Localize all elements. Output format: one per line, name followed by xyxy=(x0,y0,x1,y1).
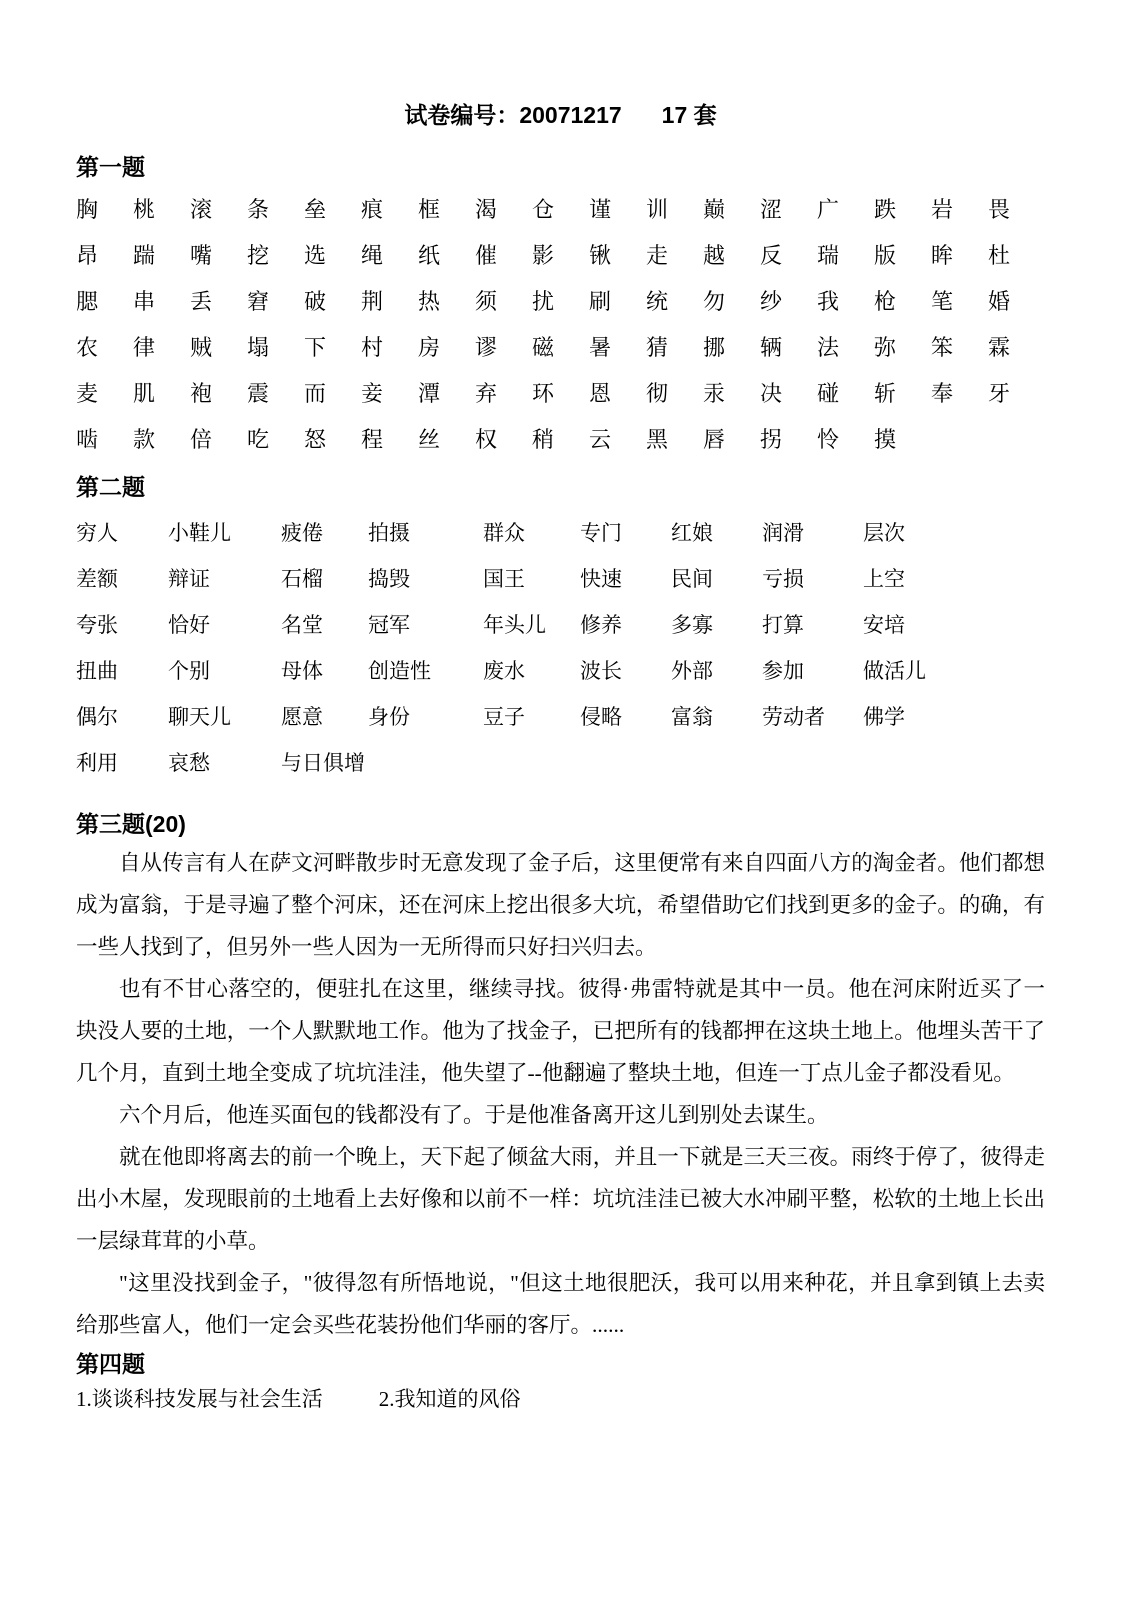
character-item: 暑 xyxy=(589,334,612,360)
character-item: 丝 xyxy=(418,426,441,452)
passage-paragraph: 六个月后，他连买面包的钱都没有了。于是他准备离开这儿到别处去谋生。 xyxy=(119,1103,829,1127)
word-item: 拍摄 xyxy=(368,521,410,545)
character-item: 走 xyxy=(646,242,669,268)
word-item: 红娘 xyxy=(671,521,713,545)
word-row xyxy=(76,647,1045,693)
character-item: 串 xyxy=(133,288,156,314)
character-item: 农 xyxy=(76,334,99,360)
word-item: 亏损 xyxy=(762,567,804,591)
character-item: 奉 xyxy=(931,380,954,406)
character-item: 稍 xyxy=(532,426,555,452)
word-item: 层次 xyxy=(863,521,905,545)
word-item: 名堂 xyxy=(281,613,323,637)
character-item: 广 xyxy=(817,196,840,222)
word-row xyxy=(76,693,1045,739)
character-item: 窘 xyxy=(247,288,270,314)
word-item: 润滑 xyxy=(762,521,804,545)
character-item: 斩 xyxy=(874,380,897,406)
character-row xyxy=(76,231,1045,277)
word-item: 佛学 xyxy=(863,705,905,729)
character-item: 辆 xyxy=(760,334,783,360)
character-item: 荆 xyxy=(361,288,384,314)
character-item: 垒 xyxy=(304,196,327,222)
section-2-heading: 第二题 xyxy=(76,474,145,500)
character-item: 瑞 xyxy=(817,242,840,268)
character-item: 破 xyxy=(304,288,327,314)
character-item: 条 xyxy=(247,196,270,222)
character-item: 汞 xyxy=(703,380,726,406)
character-item: 弃 xyxy=(475,380,498,406)
character-item: 村 xyxy=(361,334,384,360)
character-item: 牙 xyxy=(988,380,1011,406)
word-item: 个别 xyxy=(168,659,210,683)
word-grid xyxy=(76,509,1045,785)
section-3-heading: 第三题(20) xyxy=(76,811,186,837)
word-item: 参加 xyxy=(762,659,804,683)
character-item: 踹 xyxy=(133,242,156,268)
word-item: 捣毁 xyxy=(368,567,410,591)
character-item: 贼 xyxy=(190,334,213,360)
character-item: 选 xyxy=(304,242,327,268)
character-item: 岩 xyxy=(931,196,954,222)
word-item: 夸张 xyxy=(76,613,118,637)
word-item: 恰好 xyxy=(168,613,210,637)
character-item: 腮 xyxy=(76,288,99,314)
word-item: 偶尔 xyxy=(76,705,118,729)
word-item: 劳动者 xyxy=(762,705,825,729)
character-item: 我 xyxy=(817,288,840,314)
word-item: 快速 xyxy=(580,567,622,591)
character-item: 扰 xyxy=(532,288,555,314)
word-item: 创造性 xyxy=(368,659,431,683)
character-item: 挖 xyxy=(247,242,270,268)
character-item: 须 xyxy=(475,288,498,314)
passage-paragraph: 就在他即将离去的前一个晚上，天下起了倾盆大雨，并且一下就是三天三夜。雨终于停了，彼得走出小木屋，发现眼前的土地看上去好像和以前不一样：坑坑洼洼已被大水冲刷平整，松软的土地上长出一层绿茸茸的小草。 xyxy=(76,1145,1045,1253)
character-item: 反 xyxy=(760,242,783,268)
word-item: 富翁 xyxy=(671,705,713,729)
character-item: 霖 xyxy=(988,334,1011,360)
word-item: 穷人 xyxy=(76,521,118,545)
word-item: 民间 xyxy=(671,567,713,591)
word-item: 波长 xyxy=(580,659,622,683)
character-item: 谨 xyxy=(589,196,612,222)
word-row xyxy=(76,509,1045,555)
character-item: 催 xyxy=(475,242,498,268)
character-item: 笔 xyxy=(931,288,954,314)
character-item: 而 xyxy=(304,380,327,406)
character-item: 巅 xyxy=(703,196,726,222)
word-item: 年头儿 xyxy=(483,613,546,637)
word-item: 身份 xyxy=(368,705,410,729)
character-item: 绳 xyxy=(361,242,384,268)
word-item: 哀愁 xyxy=(168,751,210,775)
passage xyxy=(76,842,1045,1346)
character-item: 谬 xyxy=(475,334,498,360)
character-item: 热 xyxy=(418,288,441,314)
character-item: 痕 xyxy=(361,196,384,222)
word-item: 安培 xyxy=(863,613,905,637)
character-item: 彻 xyxy=(646,380,669,406)
character-item: 越 xyxy=(703,242,726,268)
character-item: 下 xyxy=(304,334,327,360)
word-item: 上空 xyxy=(863,567,905,591)
word-item: 侵略 xyxy=(580,705,622,729)
character-item: 畏 xyxy=(988,196,1011,222)
character-item: 决 xyxy=(760,380,783,406)
character-row xyxy=(76,369,1045,415)
passage-paragraph: 自从传言有人在萨文河畔散步时无意发现了金子后，这里便常有来自四面八方的淘金者。他们都想成为富翁，于是寻遍了整个河床，还在河床上挖出很多大坑，希望借助它们找到更多的金子。的确，有一些人找到了，但另外一些人因为一无所得而只好扫兴归去。 xyxy=(76,851,1045,959)
character-item: 框 xyxy=(418,196,441,222)
character-item: 勿 xyxy=(703,288,726,314)
character-item: 猜 xyxy=(646,334,669,360)
section-1-heading: 第一题 xyxy=(76,154,145,180)
character-item: 拐 xyxy=(760,426,783,452)
character-item: 碰 xyxy=(817,380,840,406)
word-item: 小鞋儿 xyxy=(168,521,231,545)
character-item: 刷 xyxy=(589,288,612,314)
character-item: 挪 xyxy=(703,334,726,360)
character-item: 涩 xyxy=(760,196,783,222)
character-item: 跌 xyxy=(874,196,897,222)
word-item: 利用 xyxy=(76,751,118,775)
character-item: 律 xyxy=(133,334,156,360)
character-item: 塌 xyxy=(247,334,270,360)
section-4-heading: 第四题 xyxy=(76,1351,145,1377)
character-item: 袍 xyxy=(190,380,213,406)
word-item: 专门 xyxy=(580,521,622,545)
word-item: 打算 xyxy=(762,613,804,637)
character-item: 胸 xyxy=(76,196,99,222)
character-item: 环 xyxy=(532,380,555,406)
character-item: 仓 xyxy=(532,196,555,222)
word-item: 聊天儿 xyxy=(168,705,231,729)
set-count: 17 套 xyxy=(661,102,717,128)
word-item: 石榴 xyxy=(281,567,323,591)
character-item: 丢 xyxy=(190,288,213,314)
character-item: 笨 xyxy=(931,334,954,360)
character-item: 房 xyxy=(418,334,441,360)
word-item: 国王 xyxy=(483,567,525,591)
character-row xyxy=(76,323,1045,369)
character-item: 肌 xyxy=(133,380,156,406)
character-item: 倍 xyxy=(190,426,213,452)
character-item: 恩 xyxy=(589,380,612,406)
character-item: 啮 xyxy=(76,426,99,452)
word-item: 辩证 xyxy=(168,567,210,591)
word-item: 与日俱增 xyxy=(281,751,365,775)
essay-topic-item: 2.我知道的风俗 xyxy=(378,1387,521,1411)
word-item: 群众 xyxy=(483,521,525,545)
essay-topic-item: 1.谈谈科技发展与社会生活 xyxy=(76,1387,323,1411)
passage-paragraph: 也有不甘心落空的，便驻扎在这里，继续寻找。彼得·弗雷特就是其中一员。他在河床附近买了一块没人要的土地，一个人默默地工作。他为了找金子，已把所有的钱都押在这块土地上。他埋头苦干了几个月，直到土地全变成了坑坑洼洼，他失望了--他翻遍了整块土地，但连一丁点儿金子都没看见。 xyxy=(76,977,1045,1085)
character-item: 影 xyxy=(532,242,555,268)
word-item: 扭曲 xyxy=(76,659,118,683)
character-item: 渴 xyxy=(475,196,498,222)
character-item: 训 xyxy=(646,196,669,222)
word-item: 多寡 xyxy=(671,613,713,637)
word-item: 差额 xyxy=(76,567,118,591)
word-item: 豆子 xyxy=(483,705,525,729)
word-item: 修养 xyxy=(580,613,622,637)
word-item: 做活儿 xyxy=(863,659,926,683)
character-item: 吃 xyxy=(247,426,270,452)
character-item: 嘴 xyxy=(190,242,213,268)
character-item: 怒 xyxy=(304,426,327,452)
essay-topics xyxy=(76,1384,1045,1414)
character-item: 滚 xyxy=(190,196,213,222)
passage-paragraph: "这里没找到金子，"彼得忽有所悟地说，"但这土地很肥沃，我可以用来种花，并且拿到镇上去卖给那些富人，他们一定会买些花装扮他们华丽的客厅。...... xyxy=(76,1271,1045,1337)
character-row xyxy=(76,415,1045,461)
character-item: 权 xyxy=(475,426,498,452)
character-item: 眸 xyxy=(931,242,954,268)
exam-title xyxy=(76,99,1045,131)
character-row xyxy=(76,277,1045,323)
character-item: 枪 xyxy=(874,288,897,314)
word-row xyxy=(76,601,1045,647)
character-item: 昂 xyxy=(76,242,99,268)
character-item: 震 xyxy=(247,380,270,406)
character-item: 潭 xyxy=(418,380,441,406)
character-item: 杜 xyxy=(988,242,1011,268)
character-item: 磁 xyxy=(532,334,555,360)
exam-number: 试卷编号：20071217 xyxy=(404,102,622,128)
character-item: 黑 xyxy=(646,426,669,452)
character-row xyxy=(76,185,1045,231)
character-item: 唇 xyxy=(703,426,726,452)
character-item: 婚 xyxy=(988,288,1011,314)
character-item: 怜 xyxy=(817,426,840,452)
character-item: 桃 xyxy=(133,196,156,222)
character-item: 弥 xyxy=(874,334,897,360)
word-item: 母体 xyxy=(281,659,323,683)
character-item: 锹 xyxy=(589,242,612,268)
word-item: 疲倦 xyxy=(281,521,323,545)
character-item: 纱 xyxy=(760,288,783,314)
character-item: 云 xyxy=(589,426,612,452)
character-item: 摸 xyxy=(874,426,897,452)
character-item: 麦 xyxy=(76,380,99,406)
character-item: 法 xyxy=(817,334,840,360)
word-row xyxy=(76,555,1045,601)
character-item: 版 xyxy=(874,242,897,268)
character-item: 统 xyxy=(646,288,669,314)
character-item: 程 xyxy=(361,426,384,452)
word-item: 废水 xyxy=(483,659,525,683)
character-item: 妾 xyxy=(361,380,384,406)
word-item: 愿意 xyxy=(281,705,323,729)
character-item: 款 xyxy=(133,426,156,452)
word-item: 冠军 xyxy=(368,613,410,637)
character-grid xyxy=(76,185,1045,461)
word-row xyxy=(76,739,1045,785)
word-item: 外部 xyxy=(671,659,713,683)
character-item: 纸 xyxy=(418,242,441,268)
